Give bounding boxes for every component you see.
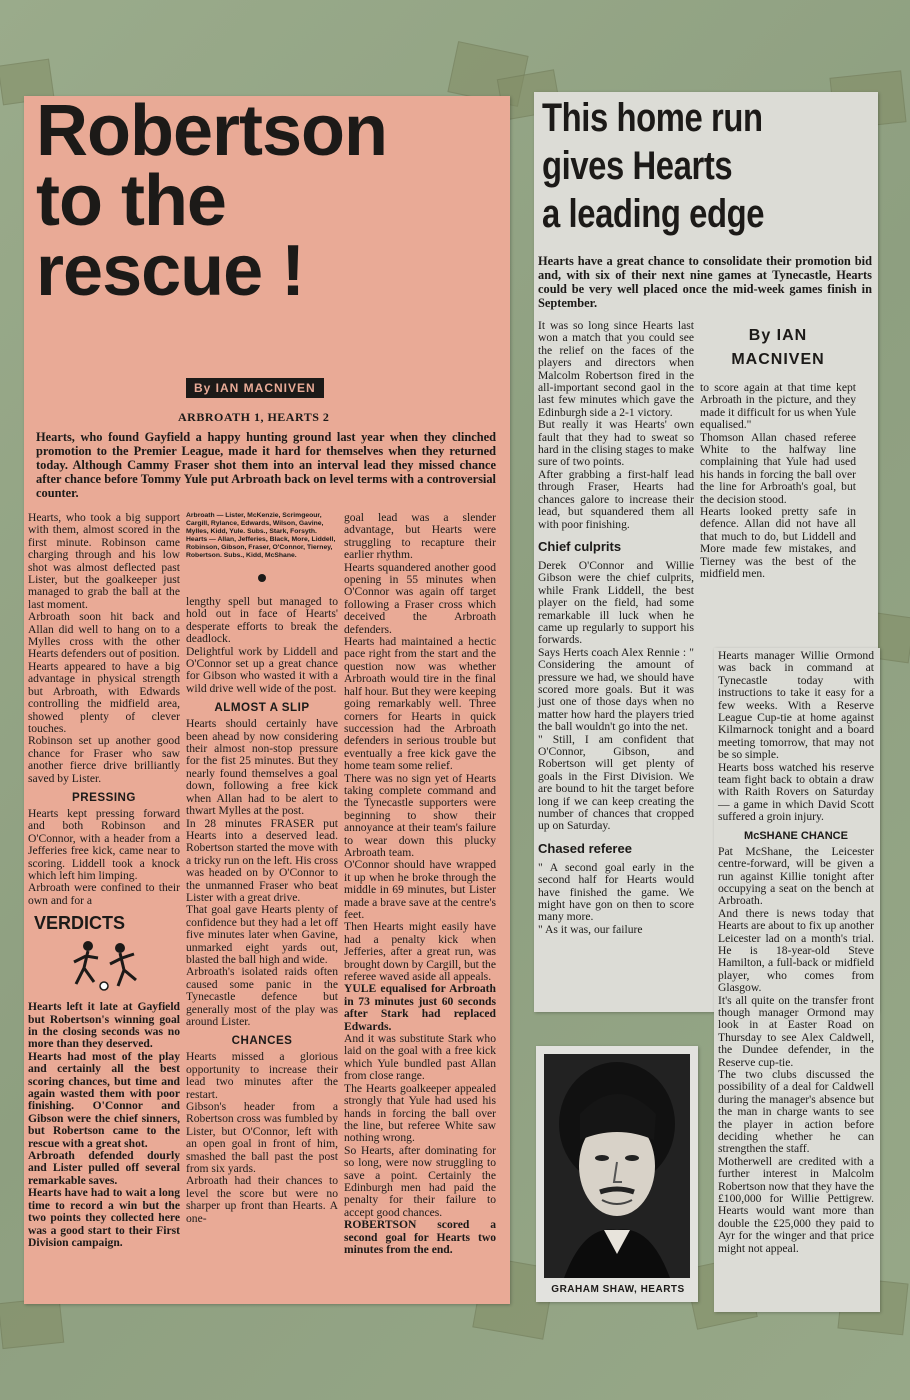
body-paragraph: Arbroath were confined to their own and for a (28, 881, 180, 907)
body-paragraph: Delightful work by Liddell and O'Connor set up a great chance for Gibson who wasted it with a wild drive well wide of the post. (186, 644, 338, 695)
article-column-3 (344, 512, 496, 1256)
subheading: McSHANE CHANCE (744, 829, 848, 842)
subheading: ALMOST A SLIP (214, 701, 310, 715)
body-paragraph: goal lead was a slender advantage, but Hearts were struggling to recapture their earlier rhythm. (344, 511, 496, 562)
headline (542, 94, 813, 238)
subheading: CHANCES (231, 1034, 293, 1048)
headline-line: rescue ! (36, 231, 305, 311)
body-paragraph: Hearts, who took a big support with them, almost scored in the first minute. Robinson came charging through and his low shot was almost deflected past Lister, but the goalkeeper just managed to grab the ball at the last moment. (28, 511, 180, 611)
body-paragraph: But really it was Hearts' own fault that they had to sweat so hard in the clising stages to make sure of two points. (538, 418, 694, 469)
body-paragraph: Hearts kept pressing forward and both Robinson and O'Connor, with a header from a Jefferies free kick, came near to scoring. Liddell took a knock which left him limping. (28, 806, 180, 882)
article-column-a (538, 320, 694, 936)
body-paragraph: YULE equalised for Arbroath in 73 minutes just 60 seconds after Stark had replaced Edwards. (344, 982, 496, 1033)
article-column-b (700, 324, 856, 581)
body-paragraph: So Hearts, after dominating for so long, were now struggling to save a point. Certainly the Edinburgh men had paid the penalty for their failure to accept good chances. (344, 1143, 496, 1219)
article-column-c (718, 650, 874, 1255)
article-column-1 (28, 512, 180, 1249)
body-paragraph: Hearts boss watched his reserve team fight back to obtain a draw with Raith Rovers on Saturday — a game in which David Scott suffered a groin injury. (718, 760, 874, 824)
verdicts-heading: VERDICTS (34, 913, 126, 934)
body-paragraph: ROBERTSON scored a second goal for Hearts two minutes from the end. (344, 1218, 496, 1256)
match-score: ARBROATH 1, HEARTS 2 (178, 410, 330, 424)
byline: By IAN (748, 327, 808, 344)
portrait-photo (544, 1054, 690, 1278)
body-paragraph: " Still, I am confident that O'Connor, Gibson, and Robertson will get plenty of goals in the First Division. We are bound to hit the target before long if we can keep creating the number of chances that cropped up on Saturday. (538, 732, 694, 833)
body-paragraph: In 28 minutes FRASER put Hearts into a deserved lead. Robertson started the move with a tricky run on the left. His cross was headed on by O'Connor to the unmanned Fraser who beat Lister with a great drive. (186, 816, 338, 904)
photo-caption: GRAHAM SHAW, HEARTS (551, 1284, 685, 1295)
body-paragraph: Pat McShane, the Leicester centre-forward, will be given a run against Killie tonight after occupying a seat on the bench at Arbroath. (718, 844, 874, 908)
body-paragraph: Says Herts coach Alex Rennie : " Considering the amount of pressure we had, we should have scored more goals. But it was just one of those days when no matter how hard the players tried the ball wouldn't go into the net. (538, 645, 694, 734)
clipping-robertson-rescue (24, 96, 510, 1304)
body-paragraph: And there is news today that Hearts are about to fix up another Leicester lad on a month's trial. He is 18-year-old Steve Hamilton, a full-back or midfield player, who comes from Glasgow. (718, 906, 874, 995)
body-paragraph: " A second goal early in the second half for Hearts would have finished the game. We might have gon on then to score many more. (538, 860, 694, 924)
body-paragraph: Arbroath soon hit back and Allan did well to hang on to a Mylles cross with the other Hearts defenders out of position. (28, 610, 180, 661)
body-paragraph: Gibson's header from a Robertson cross was fumbled by Lister, but O'Connor, left with an open goal in front of him, smashed the ball past the post from six yards. (186, 1100, 338, 1176)
body-paragraph: It was so long since Hearts last won a match that you could see the relief on the faces of the players and directors when Malcolm Robertson fired in the all-important second gaol in the last few minutes which gave the Edinburgh side a 2-1 victory. (538, 319, 694, 419)
footballer-icon (28, 936, 178, 996)
body-paragraph: Hearts should certainly have been ahead by now considering their almost non-stop pressure for the fist 25 minutes. But they nearly found themselves a goal down, following a free kick when Allan had to be alert to thwart Mylles at the post. (186, 717, 338, 818)
headline-line: This home run (542, 96, 763, 140)
body-paragraph: Arbroath had their chances to level the score but were no sharper up front than Hearts. A one- (186, 1174, 338, 1225)
body-paragraph: Hearts looked pretty safe in defence. Allan did not have all that much to do, but Liddell and More made few mistakes, and Tierney was the best of the midfield men. (700, 505, 856, 581)
article-column-2 (186, 512, 338, 1225)
headline-line: to the (36, 161, 226, 241)
body-paragraph: Hearts squandered another good opening in 55 minutes when O'Connor was again off target following a Fraser cross which deceived the Arbroath defenders. (344, 560, 496, 636)
subheading: Chased referee (538, 840, 632, 856)
body-paragraph: Hearts missed a glorious opportunity to increase their lead two minutes after the restart. (186, 1050, 338, 1101)
body-paragraph: Derek O'Connor and Willie Gibson were the chief culprits, while Frank Liddell, the best player on the field, had some remarkable ill luck when he came up regularly to support his forwards. (538, 558, 694, 647)
body-paragraph: Hearts manager Willie Ormond was back in command at Tynecastle today with instructions to take it easy for a few weeks. With a Reserve League Cup-tie at home against Kilmarnock tonight and a board meeting tomorrow, that may not be so simple. (718, 649, 874, 762)
byline-name: MACNIVEN (731, 351, 825, 368)
body-paragraph: That goal gave Hearts plenty of confidence but they had a let off five minutes later when Gavine, unmarked eight yards out, blasted the ball high and wide. (186, 903, 338, 966)
headline-line: a leading edge (542, 192, 765, 236)
body-paragraph: It's all quite on the transfer front though manager Ormond may look in at Easter Road on Thursday to see Alex Caldwell, the Dundee defender, in the Reserve cup-tie. (718, 993, 874, 1069)
body-paragraph: After grabbing a first-half lead through Fraser, Hearts had chances galore to increase their lead, but squandered them all with poor finishing. (538, 467, 694, 531)
verdict-paragraph: Arbroath defended dourly and Lister pulled off several remarkable saves. (28, 1149, 180, 1187)
body-paragraph: to score again at that time kept Arbroath in the picture, and they made it difficult for us when Yule equalised." (700, 381, 856, 432)
body-paragraph: O'Connor should have wrapped it up when he broke through the middle in 69 minutes, but Lister made a brave save at the centre's feet. (344, 858, 496, 921)
body-paragraph: lengthy spell but managed to hold out in face of Hearts' desperate efforts to break the deadlock. (186, 595, 338, 646)
body-paragraph: Hearts had maintained a hectic pace right from the start and the question now was whether Arbroath would tire in the final half hour. But they were keeping going remarkably well. Three corners for Hearts in quick succession had the Arbroath defenders in serious trouble but eventually a free kick gave the home team some relief. (344, 635, 496, 773)
body-paragraph: The Hearts goalkeeper appealed strongly that Yule had used his hands in forcing the ball over the line, but referee White saw nothing wrong. (344, 1081, 496, 1145)
tape-strip (0, 1297, 64, 1349)
bullet-dot (258, 574, 266, 582)
body-paragraph: Arbroath's isolated raids often caused some panic in the Tynecastle defence but generally most of the play was around Lister. (186, 965, 338, 1028)
body-paragraph: There was no sign yet of Hearts taking complete command and the Tynecastle supporters were beginning to show their annoyance at their team's failure to wear down this plucky Arbroath team. (344, 771, 496, 859)
separator (186, 560, 338, 596)
intro-paragraph: Hearts have a great chance to consolidate their promotion bid and, with six of their next nine games at Tynecastle, Hearts could be very well placed once the mid-week games finish in September. (538, 254, 872, 310)
body-paragraph: " As it was, our failure (538, 922, 643, 936)
subheading: Chief culprits (538, 538, 622, 554)
body-paragraph: The two clubs discussed the possibility of a deal for Caldwell during the manager's absence but the man in charge wants to see the player in action before deciding whether he can strengthen the staff. (718, 1068, 874, 1156)
player-photo-clipping (536, 1046, 698, 1302)
verdict-paragraph: Hearts left it late at Gayfield but Robertson's winning goal in the closing seconds was no more than they deserved. (28, 1000, 180, 1051)
headline (36, 96, 387, 311)
body-paragraph: And it was substitute Stark who laid on the goal with a free kick which Yule bundled past Allan from close range. (344, 1032, 496, 1083)
portrait-icon (544, 1054, 690, 1278)
clipping-ormond-column (714, 648, 880, 1312)
team-lineups: Arbroath — Lister, McKenzie, Scrimgeour, Cargill, Rylance, Edwards, Wilson, Gavine, Mylles, Kidd, Yule. Subs., Stark, Forsyth. Hearts — Allan, Jefferies, Black, More, Liddell, Robinson, Gibson, Fraser, O'Connor, Tierney, Robertson. Subs., Kidd, McShane. (186, 512, 336, 559)
body-paragraph: Hearts appeared to have a big advantage in physical strength but Arbroath, with Edwards controlling the midfield area, showed plenty of clever touches. (28, 659, 180, 735)
body-paragraph: Thomson Allan chased referee White to the halfway line complaining that Yule had used his hands in forcing the ball over the line for Arbroath's goal, but the decision stood. (700, 430, 856, 506)
body-paragraph: Then Hearts might easily have had a penalty kick when Jefferies, after a great run, was brought down by Cargill, but the referee waved aside all appeals. (344, 920, 496, 984)
verdict-paragraph: Hearts have had to wait a long time to record a win but the two points they collected here was a good start to their First Division campaign. (28, 1186, 180, 1249)
byline: By IAN MACNIVEN (186, 378, 324, 398)
intro-paragraph: Hearts, who found Gayfield a happy hunting ground last year when they clinched promotion to the Premier League, made it hard for themselves when they returned today. Although Cammy Fraser shot them into an interval lead they missed chance after chance before Tommy Yule put Arbroath back on level terms with a controversial counter. (36, 430, 496, 500)
headline-line: Robertson (36, 96, 387, 171)
body-paragraph: Robinson set up another good chance for Fraser who saw another fierce drive brilliantly saved by Lister. (28, 734, 180, 785)
headline-line: gives Hearts (542, 144, 733, 188)
subheading: PRESSING (72, 790, 136, 804)
body-paragraph: Motherwell are credited with a further interest in Malcolm Robertson now that they have the £100,000 for Willie Pettigrew. Hearts would want more than double the £25,000 they paid to Ayr for the winger and that price might not appeal. (718, 1154, 874, 1255)
verdict-paragraph: Hearts had most of the play and certainly all the best scoring chances, but time and again wasted them with poor finishing. O'Connor and Gibson were the chief sinners, but Robertson came to the rescue with a great shot. (28, 1049, 180, 1150)
